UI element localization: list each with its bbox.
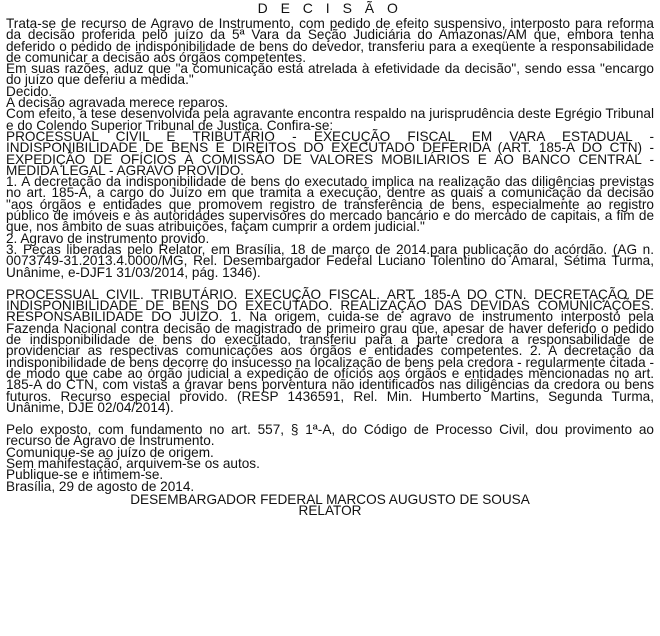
- archive-line: Sem manifestação, arquivem-se os autos.: [6, 455, 260, 471]
- publish-line: Publique-se e intimem-se.: [6, 467, 164, 483]
- document-title: D E C I S Ã O: [257, 0, 403, 16]
- reasons-paragraph: Em suas razões, aduz que "a comunicação está atrelada à efetividade da decisão", sendo essa "encargo do juízo que deferiu a medida.": [6, 61, 654, 88]
- precedent1-item1: 1. A decretação da indisponibilidade de bens do executado implica na realização das diligências previstas no art. 185-A, a cargo do Juízo em que tramita a execução, dentre as quais a comunicação da decisão "aos órgãos e entidades que promovem registro de transferência de bens, especialmente ao registro público de imóveis e às autoridades supervisores do mercado bancário e do mercado de capitais, a fim de que, nos âmbito de suas atribuições, façam cumprir a ordem judicial.": [6, 174, 654, 235]
- precedent1-item3: 3. Peças liberadas pelo Relator, em Brasília, 18 de março de 2014.para publicação do acórdão. (AG n. 0073749-31.2013.4.0000/MG, Rel. Desembargador Federal Luciano Tolentino do Amaral, Sétima Turma, Unânime, e-DJF1 31/03/2014, pág. 1346).: [6, 241, 654, 280]
- deserves-line: A decisão agravada merece reparos.: [6, 95, 229, 111]
- signer-role: RELATOR: [298, 503, 362, 519]
- precedent1-item2: 2. Agravo de instrumento provido.: [6, 230, 210, 246]
- communicate-line: Comunique-se ao juízo de origem.: [6, 444, 214, 460]
- date-place-line: Brasília, 29 de agosto de 2014.: [6, 478, 195, 494]
- support-paragraph: Com efeito, a tese desenvolvida pela agravante encontra respaldo na jurisprudência deste Egrégio Tribunal e do Colendo Superior Tribunal de Justiça. Confira-se:: [6, 106, 654, 133]
- precedent2-paragraph: PROCESSUAL CIVIL. TRIBUTÁRIO. EXECUÇÃO FISCAL. ART. 185-A DO CTN. DECRETAÇÃO DE INDISPONIBILIDADE DE BENS DO EXECUTADO. REALIZAÇÃO DAS DEVIDAS COMUNICAÇÕES. RESPONSABILIDADE DO JUÍZO. 1. Na origem, cuida-se de agravo de instrumento interposto pela Fazenda Nacional contra decisão de magistrado de primeiro grau que, apesar de haver deferido o pedido de indisponibilidade de bens do executado, transferiu para a parte credora a responsabilidade de providenciar as respectivas comunicações aos órgãos e entidades competentes. 2. A decretação da indisponibilidade de bens decorre do insucesso na localização de bens pela credora - regularmente citada - de modo que cabe ao órgão judicial a expedição de ofícios aos órgãos e entidades mencionadas no art. 185-A do CTN, com vistas a gravar bens porventura não identificados nas diligências da credora ou bens futuros. Recurso especial provido. (RESP 1436591, Rel. Min. Humberto Martins, Segunda Turma, Unânime, DJE 02/04/2014).: [6, 286, 654, 415]
- signer-name: DESEMBARGADOR FEDERAL MARCOS AUGUSTO DE SOUSA: [130, 491, 530, 507]
- intro-paragraph: Trata-se de recurso de Agravo de Instrumento, com pedido de efeito suspensivo, interposto para reforma da decisão proferida pelo juízo da 5ª Vara da Seção Judiciária do Amazonas/AM que, embora tenha deferido o pedido de indisponibilidade de bens do devedor, transferiu para a exeqüente a responsabilidade de comunicar a decisão aos órgãos competentes.: [6, 16, 654, 65]
- decided-line: Decido.: [6, 83, 53, 99]
- precedent1-heading: PROCESSUAL CIVIL E TRIBUTÁRIO - EXECUÇÃO FISCAL EM VARA ESTADUAL - INDISPONIBILIDADE DE BENS E DIREITOS DO EXECUTADO DEFERIDA (ART. 185-A DO CTN) - EXPEDIÇÃO DE OFÍCIOS À COMISSÃO DE VALORES MOBILIÁRIOS E AO BANCO CENTRAL - MEDIDA LEGAL - AGRAVO PROVIDO.: [6, 128, 654, 178]
- conclusion-paragraph: Pelo exposto, com fundamento no art. 557, § 1ª-A, do Código de Processo Civil, dou provimento ao recurso de Agravo de Instrumento.: [6, 422, 654, 449]
